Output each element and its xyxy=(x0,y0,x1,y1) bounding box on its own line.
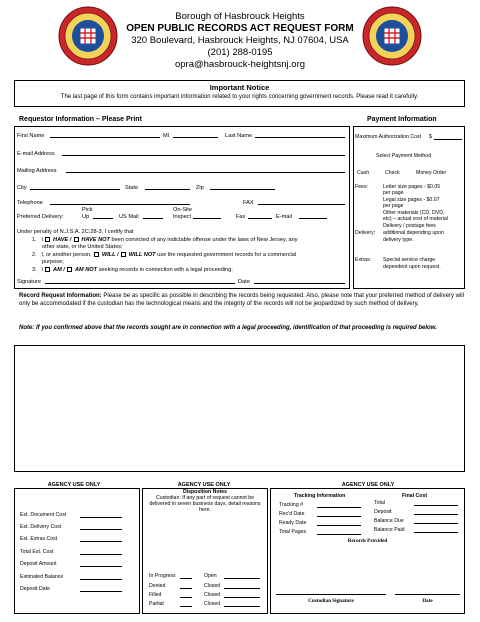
state-label: State xyxy=(125,185,139,191)
status-left-field[interactable] xyxy=(180,597,192,598)
important-notice-box xyxy=(14,80,465,107)
onsite-label: On-Site xyxy=(173,207,192,213)
cost-row-field[interactable] xyxy=(80,579,122,580)
am-not-checkbox[interactable] xyxy=(67,267,72,272)
will-not-label: WILL NOT xyxy=(128,252,156,258)
cert-2-num: 2. xyxy=(32,252,37,258)
fax-label: FAX xyxy=(243,200,254,206)
cost-row-label: Estimated Balance xyxy=(20,574,64,580)
cost-row-field[interactable] xyxy=(80,517,122,518)
check-option[interactable]: Check xyxy=(385,170,400,176)
status-right-field[interactable] xyxy=(224,606,260,607)
email-delivery-label: E-mail xyxy=(276,214,292,220)
final-row-label: Balance Due xyxy=(374,518,404,524)
cert-3 xyxy=(32,267,233,274)
fee-letter-unit: per page xyxy=(383,190,404,196)
cert-1-num: 1. xyxy=(32,237,37,243)
max-cost-label: Maximum Authorization Cost xyxy=(355,134,422,140)
agency-title-2: AGENCY USE ONLY xyxy=(177,482,231,488)
status-right-field[interactable] xyxy=(224,597,260,598)
fees-label: Fees: xyxy=(355,184,368,190)
agency-title-1: AGENCY USE ONLY xyxy=(47,482,101,488)
mailing-field[interactable] xyxy=(66,172,345,173)
will-label: WILL / xyxy=(101,252,119,258)
delivery-label: Delivery: xyxy=(355,230,376,236)
status-right-label: Open xyxy=(204,573,217,579)
cert-1-text-cont: other state, or the United States; xyxy=(42,244,123,250)
fax-delivery-label: Fax xyxy=(236,214,246,220)
fee-legal: Legal size pages - $0.07 xyxy=(383,197,440,203)
tracking-row-field[interactable] xyxy=(317,534,361,535)
status-left-label: Partial xyxy=(149,601,164,607)
phone: (201) 288-0195 xyxy=(207,47,273,58)
cost-row-label: Est. Extras Cost xyxy=(20,536,58,542)
record-request-info xyxy=(19,293,464,308)
signature-field[interactable] xyxy=(45,283,235,284)
record-request-textarea[interactable] xyxy=(14,345,465,472)
cost-row-field[interactable] xyxy=(80,566,122,567)
last-name-label: Last Name xyxy=(225,133,253,139)
final-row-field[interactable] xyxy=(414,514,458,515)
signature-label: Signature xyxy=(17,279,41,285)
inspect-field[interactable] xyxy=(193,218,221,219)
notice-text: The last page of this form contains important information related to your rights concerning government records. Please read it carefully. xyxy=(60,94,419,100)
borough-name: Borough of Hasbrouck Heights xyxy=(175,11,305,22)
tracking-row-field[interactable] xyxy=(317,516,361,517)
final-row-label: Deposit xyxy=(374,509,392,515)
status-left-field[interactable] xyxy=(180,606,192,607)
tracking-row-label: Tracking # xyxy=(279,502,304,508)
fax-field[interactable] xyxy=(258,204,345,205)
have-not-label: HAVE NOT xyxy=(81,237,110,243)
extras-text-1: Special service charge xyxy=(383,257,436,263)
cert-1-i: I xyxy=(41,237,43,243)
usmail-label: US Mail xyxy=(119,214,139,220)
delivery-text-1: Delivery / postage fees xyxy=(383,223,436,229)
first-name-field[interactable] xyxy=(50,137,160,138)
cert-2 xyxy=(32,252,296,259)
cert-3-i: I xyxy=(41,267,43,273)
inspect-label: Inspect xyxy=(173,214,192,220)
last-name-field[interactable] xyxy=(255,137,345,138)
status-right-label: Closed xyxy=(204,592,221,598)
status-left-label: Denied xyxy=(149,583,166,589)
final-row-field[interactable] xyxy=(414,523,458,524)
preferred-delivery-label: Preferred Delivery: xyxy=(17,214,64,220)
dollar-sign: $ xyxy=(429,134,432,140)
cost-row-field[interactable] xyxy=(80,529,122,530)
cert-1-text: been convicted of any indictable offense under the laws of New Jersey, any xyxy=(111,237,298,243)
cost-row-label: Deposit Date xyxy=(20,586,50,592)
zip-field[interactable] xyxy=(210,189,275,190)
have-checkbox[interactable] xyxy=(45,237,50,242)
pick-label: Pick xyxy=(82,207,93,213)
final-cost-title: Final Cost xyxy=(402,493,428,499)
cost-row-field[interactable] xyxy=(80,554,122,555)
records-provided-label: Records Provided xyxy=(347,538,388,544)
tracking-row-field[interactable] xyxy=(317,525,361,526)
delivery-text-3: delivery type. xyxy=(383,237,414,243)
email-address[interactable]: opra@hasbrouck-heightsnj.org xyxy=(174,59,306,70)
final-row-label: Total xyxy=(374,500,385,506)
requestor-section-title: Requestor Information – Please Print xyxy=(19,116,142,123)
cert-3-text: seeking records in connection with a legal proceeding. xyxy=(98,267,233,273)
date-field[interactable] xyxy=(254,283,345,284)
cost-row-label: Total Est. Cost xyxy=(20,549,54,555)
tracking-row-label: Ready Date xyxy=(279,520,307,526)
am-checkbox[interactable] xyxy=(45,267,50,272)
final-row-label: Balance Paid xyxy=(374,527,405,533)
cash-option[interactable]: Cash xyxy=(357,170,370,176)
cert-3-num: 3. xyxy=(32,267,37,273)
status-right-field[interactable] xyxy=(224,578,260,579)
fee-other-cont: etc) – actual cost of material xyxy=(383,216,448,222)
cost-row-label: Est. Document Cost xyxy=(20,512,67,518)
telephone-field[interactable] xyxy=(50,204,190,205)
status-right-field[interactable] xyxy=(224,588,260,589)
zip-label: Zip xyxy=(196,185,204,191)
delivery-text-2: additional depending upon xyxy=(383,230,444,236)
will-checkbox[interactable] xyxy=(94,252,99,257)
have-label: HAVE / xyxy=(53,237,72,243)
email-field[interactable] xyxy=(62,155,345,156)
max-cost-field[interactable] xyxy=(434,139,462,140)
mi-label: MI xyxy=(163,133,170,139)
notice-title: Important Notice xyxy=(209,83,270,92)
telephone-label: Telephone xyxy=(17,200,43,206)
cert-2-text-cont: purpose; xyxy=(42,259,64,265)
form-title: OPEN PUBLIC RECORDS ACT REQUEST FORM xyxy=(126,23,354,34)
cert-2-intro: I, or another person, xyxy=(41,252,92,258)
state-field[interactable] xyxy=(145,189,190,190)
extras-text-2: dependent upon request. xyxy=(383,264,441,270)
am-not-label: AM NOT xyxy=(74,267,98,273)
payment-section-title: Payment Information xyxy=(367,116,437,123)
address: 320 Boulevard, Hasbrouck Heights, NJ 07604, USA xyxy=(131,35,349,46)
custodian-date-label: Date xyxy=(422,598,433,604)
custodian-signature-label: Custodian Signature xyxy=(308,598,354,604)
money-order-option[interactable]: Money Order xyxy=(416,170,447,176)
legal-proceeding-note: Note: If you confirmed above that the records sought are in connection with a legal proceeding, identification of that proceeding is required below. xyxy=(19,325,437,331)
cert-1 xyxy=(32,237,298,244)
have-not-checkbox[interactable] xyxy=(74,237,79,242)
email-label: E-mail Address xyxy=(17,151,55,157)
disposition-text: Custodian: If any part of request cannot be delivered in seven business days, detail reasons here. xyxy=(149,495,261,513)
tracking-row-label: Rec'd Date xyxy=(279,511,305,517)
fee-legal-unit: per page xyxy=(383,203,404,209)
status-left-field[interactable] xyxy=(180,578,192,579)
tracking-row-field[interactable] xyxy=(317,507,361,508)
status-right-label: Closed xyxy=(204,583,221,589)
am-label: AM / xyxy=(53,267,65,273)
record-request-text: Please be as specific as possible in describing the records being requested. Also, please note that your preferred method of delivery will only be accommodated if the custodian has the technological means and the integrity of the records will not be jeopardized by such method of delivery. xyxy=(19,293,464,307)
city-field[interactable] xyxy=(30,189,120,190)
email-delivery-field[interactable] xyxy=(299,218,327,219)
cost-row-label: Est. Delivery Cost xyxy=(20,524,62,530)
extras-label: Extras: xyxy=(355,257,372,263)
city-label: City xyxy=(17,185,27,191)
disposition-title: Disposition Notes xyxy=(182,489,228,495)
fee-letter: Letter size pages - $0.05 xyxy=(383,184,441,190)
usmail-field[interactable] xyxy=(143,218,163,219)
select-payment-label: Select Payment Method xyxy=(376,153,432,159)
first-name-label: First Name xyxy=(17,133,45,139)
cert-2-text: use the requested government records for a commercial xyxy=(157,252,297,258)
final-row-field[interactable] xyxy=(414,532,458,533)
penalty-text: Under penalty of N.J.S.A. 2C:28-3, I certify that xyxy=(17,229,134,235)
status-left-label: Filled xyxy=(149,592,162,598)
will-not-checkbox[interactable] xyxy=(121,252,126,257)
agency-title-3: AGENCY USE ONLY xyxy=(341,482,395,488)
cost-row-field[interactable] xyxy=(80,541,122,542)
custodian-signature-field[interactable] xyxy=(276,594,386,595)
custodian-date-field[interactable] xyxy=(395,594,460,595)
status-right-label: Closed xyxy=(204,601,221,607)
fee-other: Other materials (CD, DVD, xyxy=(383,210,445,216)
fax-delivery-field[interactable] xyxy=(248,218,272,219)
final-row-field[interactable] xyxy=(414,505,458,506)
record-request-label: Record Request Information: xyxy=(19,293,102,299)
cost-row-field[interactable] xyxy=(80,591,122,592)
mailing-label: Mailing Address xyxy=(17,168,57,174)
tracking-row-label: Total Pages xyxy=(279,529,307,535)
status-left-field[interactable] xyxy=(180,588,192,589)
status-left-label: In Progress xyxy=(149,573,176,579)
pickup-field[interactable] xyxy=(93,218,113,219)
up-label: Up xyxy=(82,214,90,220)
tracking-title: Tracking Information xyxy=(294,493,346,499)
cost-row-label: Deposit Amount xyxy=(20,561,57,567)
mi-field[interactable] xyxy=(173,137,218,138)
date-label: Date xyxy=(238,279,250,285)
